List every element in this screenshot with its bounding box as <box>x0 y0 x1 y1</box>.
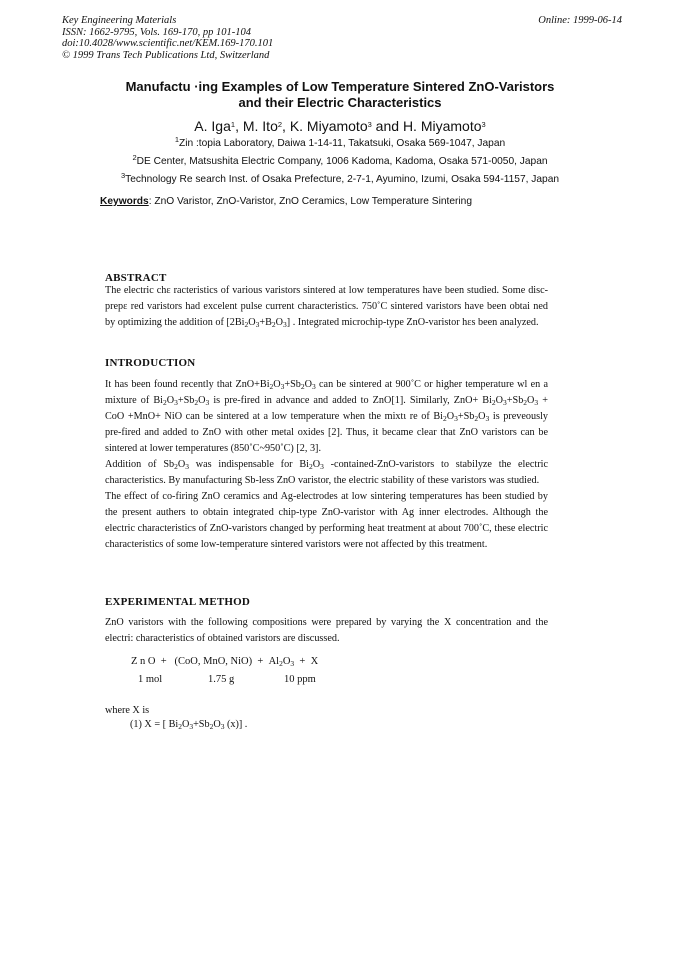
affiliation-1 <box>60 135 620 149</box>
author-name: M. Ito <box>242 118 278 134</box>
copyright-line: © 1999 Trans Tech Publications Ltd, Switzerland <box>62 49 270 61</box>
method-text: ZnO varistors with the following compositions were prepared by varying the X concentration and the electri: characteristics of obtained varistors are discussed. <box>105 617 548 644</box>
affiliation-text: Zin :topia Laboratory, Daiwa 1-14-11, Takatsuki, Osaka 569-1047, Japan <box>178 138 506 149</box>
affiliation-text: DE Center, Matsushita Electric Company, 1006 Kadoma, Kadoma, Osaka 571-0050, Japan <box>136 156 548 167</box>
formula-x: X <box>310 656 319 667</box>
author-name: H. Miyamoto <box>402 118 482 134</box>
where-clause <box>105 704 247 732</box>
author-name: K. Miyamoto <box>289 118 368 134</box>
where-line: where X is <box>105 705 150 716</box>
author-name: A. Iga <box>194 118 231 134</box>
case-1-prefix: (1) X = [ <box>130 719 167 730</box>
abstract-heading: ABSTRACT <box>105 272 167 284</box>
author-affiliation-mark: 2 <box>277 120 283 129</box>
title-line-1: Manufactu ·ing Examples of Low Temperature Sintered ZnO-Varistors <box>125 79 555 94</box>
journal-header <box>62 15 622 61</box>
quantity-zno: 1 mol <box>138 674 163 685</box>
issn-line: ISSN: 1662-9795, Vols. 169-170, pp 101-104 <box>62 26 251 38</box>
keywords: Keywords: ZnO Varistor, ZnO-Varistor, ZnO Ceramics, Low Temperature Sintering <box>100 196 472 207</box>
author-list: A. Iga$^1$, M. Ito$^2$, K. Miyamoto$^3$ and H. Miyamoto$^3$ <box>194 118 486 134</box>
method-heading: EXPERIMENTAL METHOD <box>105 596 251 608</box>
journal-name: Key Engineering Materials <box>62 15 177 26</box>
formula-zno: Z n O <box>131 656 156 667</box>
keywords-text: ZnO Varistor, ZnO-Varistor, ZnO Ceramics, Low Temperature Sintering <box>154 196 472 207</box>
abstract-text: The electric chε racteristics of various varistors sintered at low temperatures have been studied. Some disc-prepε red varistors had excelent pulse current characteristics. 750˚C sintered varistors have been obtai ned by optimizing the addition of $[2Bi_2O_3+B_2O_3]$ . Integrated microchip-type ZnO-varistor hεs been analyzed. <box>105 285 548 329</box>
affiliation-number: 3 <box>120 171 126 180</box>
affiliation-2 <box>60 153 620 167</box>
affiliation-number: 2 <box>132 153 137 162</box>
keywords-label: Keywords <box>100 196 149 207</box>
formula-alumina: Al <box>268 656 280 667</box>
affiliation-3 <box>60 171 620 185</box>
author-affiliation-mark: 1 <box>230 120 236 129</box>
introduction-heading: INTRODUCTION <box>105 357 196 369</box>
online-date: Online: 1999-06-14 <box>538 15 622 26</box>
quantity-additives: 1.75 g <box>208 674 235 685</box>
affiliation-number: 1 <box>174 135 179 144</box>
composition-formula: Z n O + (CoO, MnO, $NiO) + Al_2O_3 + X$ 1 mol 1.75 g 10 ppm <box>131 656 319 685</box>
introduction-text: It has been found recently that $ZnO+Bi_2O_3+Sb_2O_3$ can be sintered at 900˚C or higher temperature wl en a mixture of $Bi_2O_3+Sb_2O_3$ is pre-fired in advance and added to ZnO[1]. Similarly, $ZnO+ Bi_2O_3+Sb_2O_3$ + CoO +MnO+ NiO can be sintered at a low temperature when the mixtι re of $Bi_2O_3+Sb_2O_3$ is preveously pre-fired and added to ZnO with other metal oxides [2]. Thus, it became clear that ZnO varistors can be sintered at lower temperatures (850˚C~950˚C) [2, 3]. Addition of $Sb_2O_3$ was indispensable for $Bi_2O_3$ -contained-ZnO-varistors to stabilyze the electric characteristics. By manufacturing Sb-less ZnO varistor, the electric stability of these varistors was studied. The effect of co-firing ZnO ceramics and Ag-electrodes at low sintering temperatures has been studied by the present authers to obtain integrated chip-type ZnO-varistor with Ag inner electrodes. Although the electric characteristics of ZnO-varistors changed by performing heat treatment at about 700˚C, these electric characteristics of some low-temperature sintered varistors were not affected by this treatment. <box>105 379 548 550</box>
affiliation-text: Technology Re search Inst. of Osaka Prefecture, 2-7-1, Ayumino, Izumi, Osaka 594-1157, Japan <box>125 174 560 185</box>
quantity-alumina: 10 ppm <box>284 674 316 685</box>
title-line-2: and their Electric Characteristics <box>238 94 442 110</box>
case-1: (1) X = [ $Bi_2O_3+Sb_2O_3$ (x)] . <box>130 719 248 731</box>
author-affiliation-mark: 3 <box>481 120 486 129</box>
doi-line: doi:10.4028/www.scientific.net/KEM.169-170.101 <box>62 38 274 49</box>
paper-title <box>60 79 620 110</box>
formula-additives: (CoO, MnO, NiO) <box>174 656 253 667</box>
author-affiliation-mark: 3 <box>367 120 372 129</box>
case-1-suffix: (x)] . <box>226 719 248 730</box>
